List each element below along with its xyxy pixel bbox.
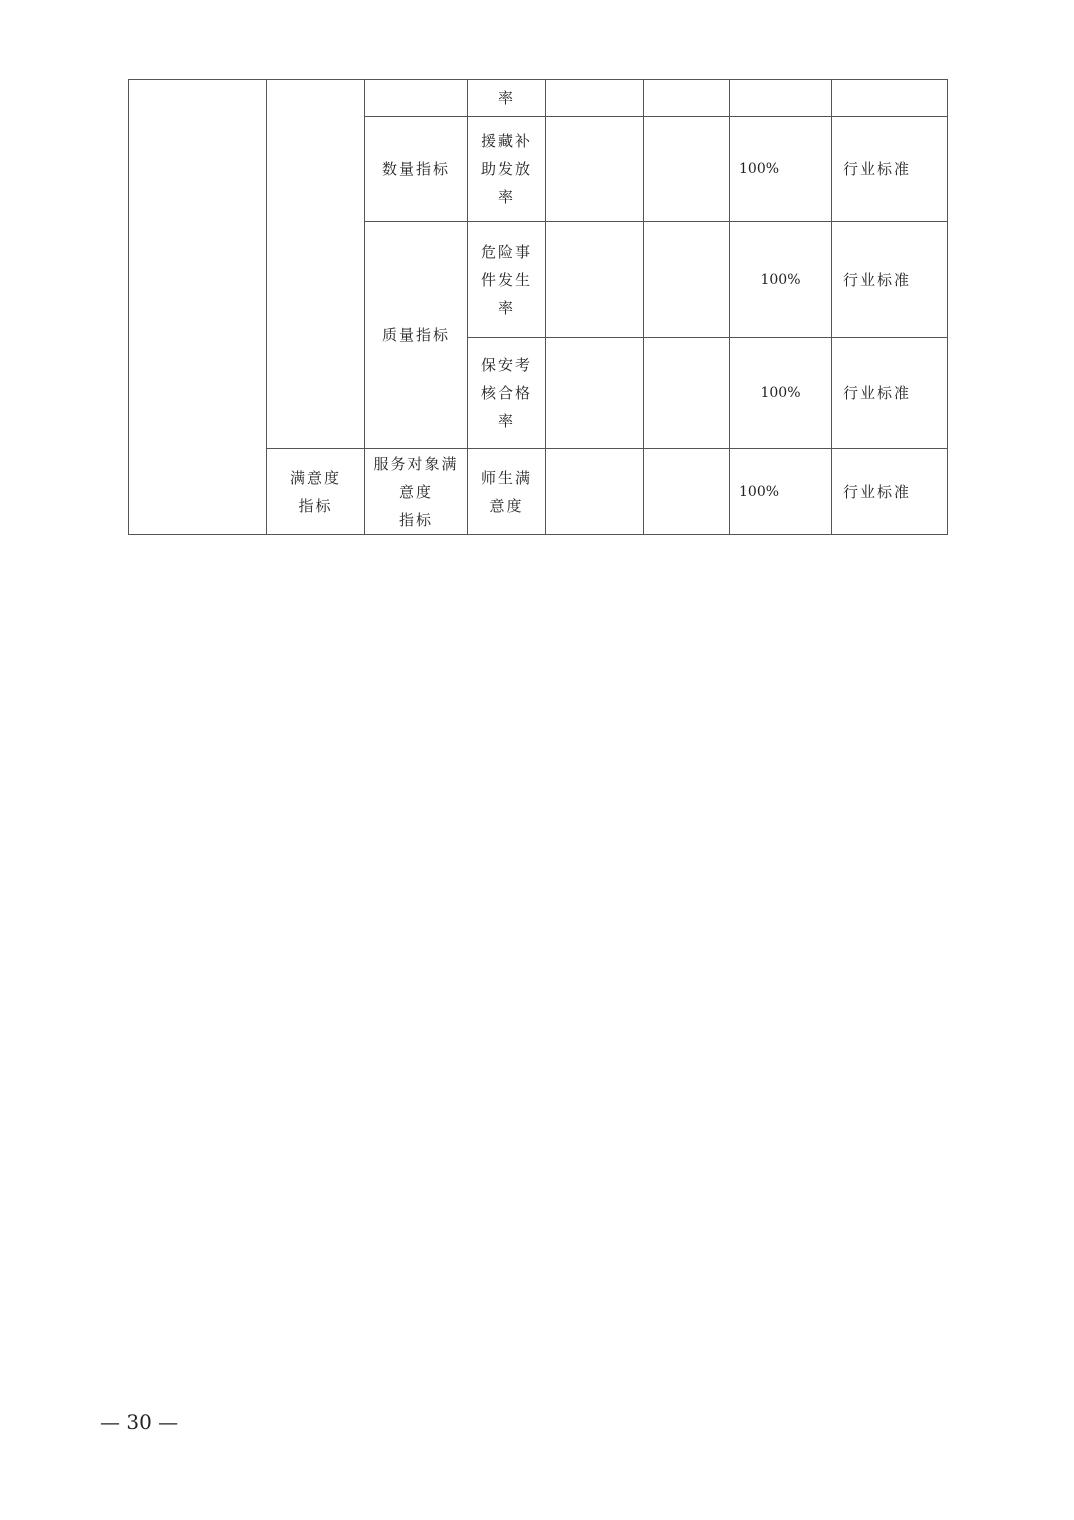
level2-indicator-cell <box>267 80 365 449</box>
indicator-name-cell <box>468 449 546 535</box>
empty-cell <box>644 117 730 222</box>
indicator-name-line: 保安考 <box>480 356 532 374</box>
empty-cell <box>644 338 730 449</box>
indicator-name-line: 师生满 <box>480 468 532 487</box>
empty-cell <box>546 449 644 535</box>
empty-cell <box>644 222 730 338</box>
level3-indicator-cell <box>365 449 468 535</box>
target-value-cell: 100% <box>730 338 832 449</box>
level3-indicator-cell <box>365 80 468 117</box>
empty-cell <box>644 449 730 535</box>
indicator-name-line: 意度 <box>489 496 524 515</box>
indicator-name-cell <box>468 80 546 117</box>
level2-indicator-line: 指标 <box>298 496 333 515</box>
empty-cell <box>546 338 644 449</box>
target-value-cell: 100% <box>730 117 832 222</box>
table-row <box>129 80 948 117</box>
basis-cell: 行业标准 <box>832 449 948 535</box>
empty-cell <box>546 222 644 338</box>
indicator-name-line: 率 <box>497 89 515 107</box>
level3-indicator-line: 服务对象满 <box>373 454 459 473</box>
empty-cell <box>832 80 948 117</box>
empty-cell <box>546 80 644 117</box>
page-number: — 30 — <box>100 1410 179 1434</box>
indicator-name-line: 危险事 <box>480 242 532 261</box>
level2-indicator-cell <box>267 449 365 535</box>
indicator-name-line: 件发生 <box>480 270 532 289</box>
level3-indicator-line: 指标 <box>398 510 433 529</box>
indicator-name-line: 率 <box>497 188 515 206</box>
basis-cell: 行业标准 <box>832 338 948 449</box>
basis-cell: 行业标准 <box>832 222 948 338</box>
empty-cell <box>546 117 644 222</box>
level2-indicator-line: 满意度 <box>289 468 341 487</box>
performance-indicator-table <box>128 79 948 535</box>
target-value-cell: 100% <box>730 222 832 338</box>
level1-indicator-cell <box>129 80 267 535</box>
indicator-name-line: 援藏补 <box>480 132 532 150</box>
indicator-name-line: 核合格 <box>480 384 532 402</box>
level3-indicator-cell: 质量指标 <box>365 222 468 449</box>
level3-indicator-cell: 数量指标 <box>365 117 468 222</box>
level3-indicator-line: 意度 <box>398 482 433 501</box>
indicator-name-line: 率 <box>497 298 515 317</box>
indicator-name-line: 率 <box>497 412 515 430</box>
indicator-name-cell <box>468 338 546 449</box>
indicator-name-line: 助发放 <box>480 160 532 178</box>
basis-cell: 行业标准 <box>832 117 948 222</box>
empty-cell <box>644 80 730 117</box>
target-value-cell: 100% <box>730 449 832 535</box>
indicator-name-cell <box>468 222 546 338</box>
empty-cell <box>730 80 832 117</box>
indicator-name-cell <box>468 117 546 222</box>
